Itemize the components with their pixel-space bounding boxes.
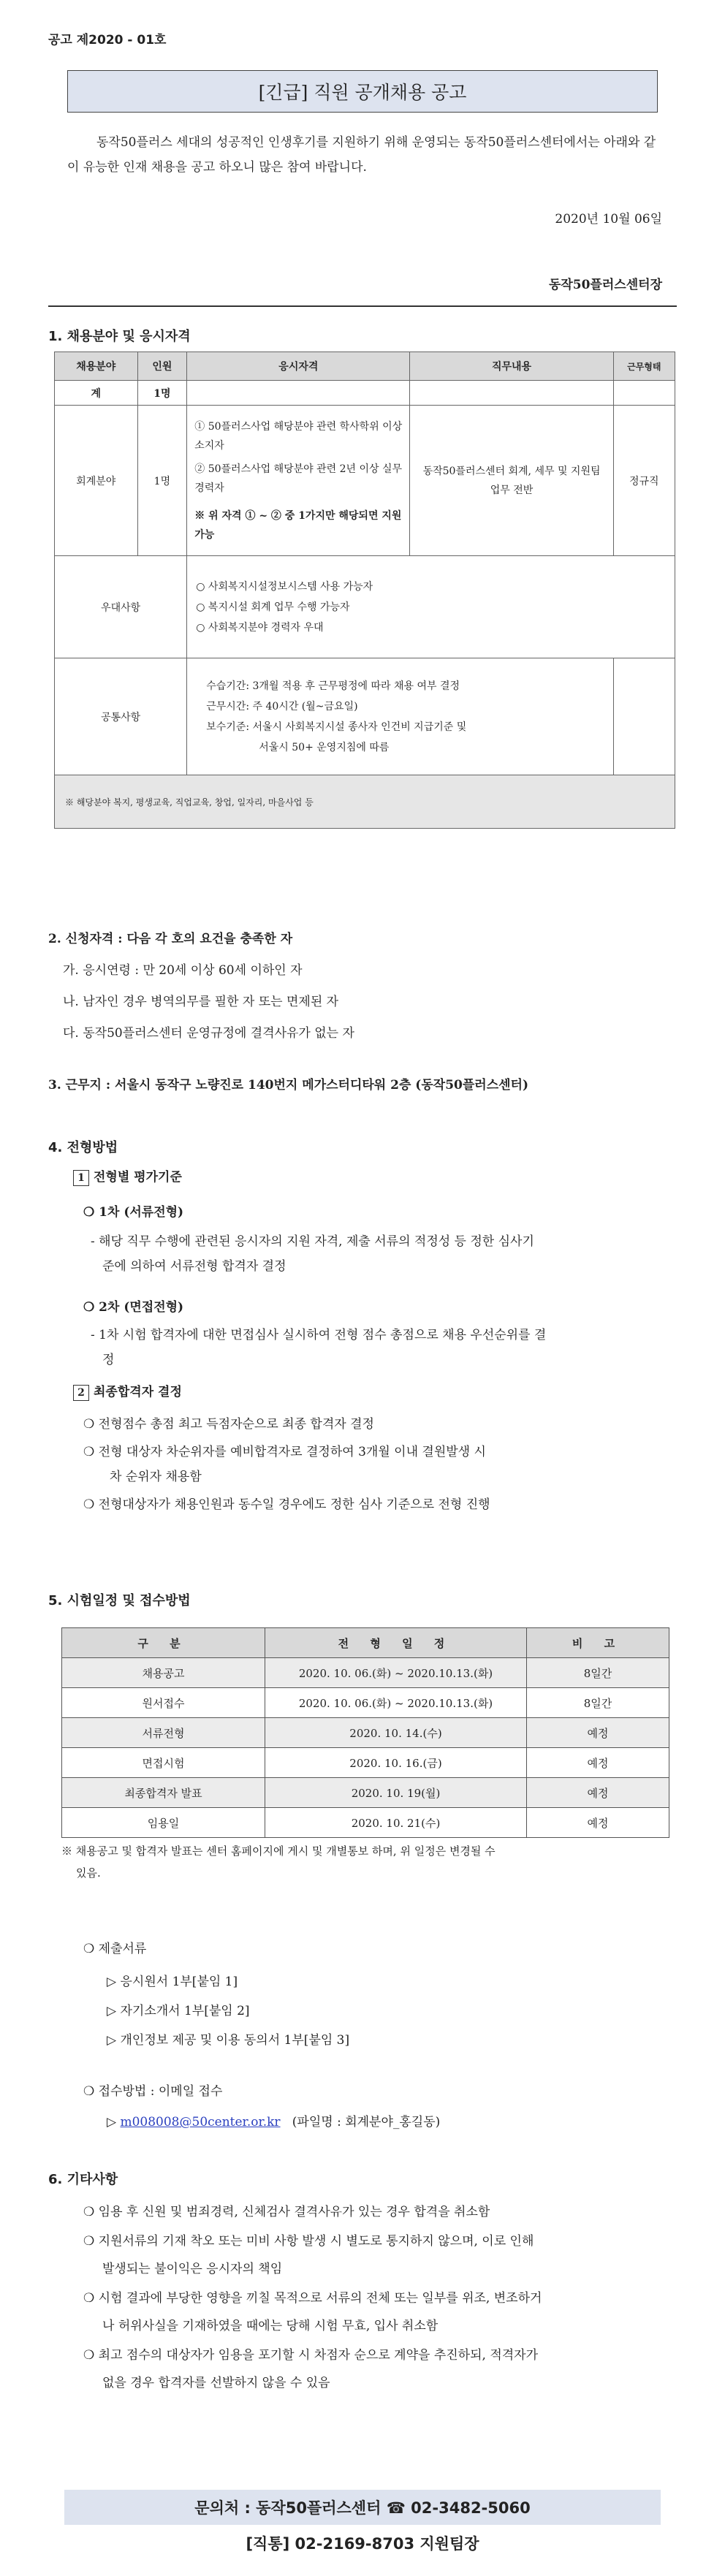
field-cell: 회계분야: [55, 406, 138, 556]
type-cell: 정규직: [613, 406, 675, 556]
requirement-b: 나. 남자인 경우 병역의무를 필한 자 또는 면제된 자: [63, 995, 339, 1009]
schedule-cell: 2020. 10. 16.(금): [265, 1748, 527, 1778]
qualification-1: ① 50플러스사업 해당분야 관련 학사학위 이상 소지자: [194, 420, 403, 452]
stage-cell: 원서접수: [62, 1688, 265, 1718]
number-box-2: 2: [73, 1385, 89, 1401]
remark-cell: 8일간: [527, 1658, 669, 1688]
apply-bullet: ▷: [107, 2115, 117, 2129]
col-header: 비 고: [527, 1628, 669, 1658]
common-cell: [187, 658, 613, 775]
subsection-4-1-label: 전형별 평가기준: [94, 1170, 182, 1185]
requirement-a: 가. 응시연령 : 만 20세 이상 60세 이하인 자: [63, 963, 303, 978]
schedule-cell: 2020. 10. 21(수): [265, 1808, 527, 1838]
section-1-heading: 1. 채용분야 및 응시자격: [48, 329, 191, 344]
document-1: ▷ 응시원서 1부[붙임 1]: [107, 1975, 238, 1989]
qualification-2: ② 50플러스사업 해당분야 관련 2년 이상 실무경력자: [194, 463, 403, 494]
notice-title: [긴급] 직원 공개채용 공고: [67, 70, 658, 113]
misc-a: ❍ 임용 후 신원 및 범죄경력, 신체검사 결격사유가 있는 경우 합격을 취소함: [83, 2205, 490, 2219]
remark-cell: 예정: [527, 1718, 669, 1748]
col-header: 직무내용: [410, 352, 613, 381]
section-6-heading: 6. 기타사항: [48, 2172, 118, 2187]
table-note: ※ 해당분야 복지, 평생교육, 직업교육, 창업, 일자리, 마을사업 등: [55, 775, 675, 829]
table-row: [62, 1658, 669, 1688]
common-4: 서울시 50+ 운영지침에 따름: [259, 741, 390, 753]
position-table: [54, 352, 675, 829]
remark-cell: 예정: [527, 1778, 669, 1808]
stage-cell: 면접시험: [62, 1748, 265, 1778]
stage-cell: 임용일: [62, 1808, 265, 1838]
requirement-c: 다. 동작50플러스센터 운영규정에 결격사유가 없는 자: [63, 1026, 354, 1041]
col-header: 응시자격: [187, 352, 410, 381]
schedule-table: [61, 1627, 669, 1838]
preference-label: 우대사항: [55, 556, 187, 658]
preference-cell: [187, 556, 675, 658]
final-line-b: ❍ 전형 대상자 차순위자를 예비합격자로 결정하여 3개월 이내 결원발생 시: [83, 1445, 486, 1459]
common-1: 수습기간: 3개월 적용 후 근무평정에 따라 채용 여부 결정: [206, 680, 460, 692]
contact-banner: 문의처 : 동작50플러스센터 ☎ 02-3482-5060: [64, 2490, 661, 2525]
section-4-heading: 4. 전형방법: [48, 1140, 118, 1155]
total-label: 계: [55, 381, 138, 406]
stage-1-line-1: - 해당 직무 수행에 관련된 응시자의 지원 자격, 제출 서류의 적정성 등 정한 심사기: [91, 1234, 534, 1249]
common-label: 공통사항: [55, 658, 187, 775]
notice-date: 2020년 10월 06일: [555, 212, 662, 227]
qualification-cell: [187, 406, 410, 556]
remark-cell: 8일간: [527, 1688, 669, 1718]
stage-1-heading: ❍ 1차 (서류전형): [83, 1205, 184, 1220]
apply-filename: (파일명 : 회계분야_홍길동): [292, 2115, 441, 2129]
divider: [48, 305, 677, 307]
schedule-cell: 2020. 10. 14.(수): [265, 1718, 527, 1748]
table-row: [62, 1748, 669, 1778]
final-line-b2: 차 순위자 채용함: [110, 1470, 202, 1484]
schedule-note-1: ※ 채용공고 및 합격자 발표는 센터 홈페이지에 게시 및 개별통보 하며, 위 일정은 변경될 수: [61, 1844, 496, 1858]
issuer: 동작50플러스센터장: [548, 278, 662, 292]
schedule-cell: 2020. 10. 06.(화) ~ 2020.10.13.(화): [265, 1688, 527, 1718]
misc-c2: 나 허위사실을 기재하였을 때에는 당해 시험 무효, 입사 취소함: [102, 2319, 439, 2333]
table-row: [62, 1808, 669, 1838]
apply-email-row: [107, 2111, 440, 2129]
section-3-heading: 3. 근무지 : 서울시 동작구 노량진로 140번지 메가스터디타워 2층 (동작50플러스센터): [48, 1078, 529, 1093]
remark-cell: 예정: [527, 1748, 669, 1778]
direct-contact: [직통] 02-2169-8703 지원팀장: [246, 2535, 479, 2553]
col-header: 채용분야: [55, 352, 138, 381]
subsection-4-2-label: 최종합격자 결정: [94, 1385, 182, 1399]
preference-1: ○ 사회복지시설정보시스템 사용 가능자: [196, 580, 373, 593]
preference-3: ○ 사회복지분야 경력자 우대: [196, 621, 324, 634]
stage-2-line-1: - 1차 시험 합격자에 대한 면접심사 실시하여 전형 점수 총점으로 채용 우선순위를 결: [91, 1328, 547, 1342]
final-line-a: ❍ 전형점수 총점 최고 득점자순으로 최종 합격자 결정: [83, 1417, 374, 1432]
misc-d2: 없을 경우 합격자를 선발하지 않을 수 있음: [102, 2376, 330, 2390]
count-cell: 1명: [137, 406, 187, 556]
stage-cell: 채용공고: [62, 1658, 265, 1688]
table-row: [62, 1778, 669, 1808]
col-header: 전 형 일 정: [265, 1628, 527, 1658]
document-number: 공고 제2020 - 01호: [48, 33, 167, 48]
duty-cell: 동작50플러스센터 회계, 세무 및 지원팀 업무 전반: [410, 406, 613, 556]
subsection-4-2: [73, 1381, 182, 1401]
schedule-cell: 2020. 10. 06.(화) ~ 2020.10.13.(화): [265, 1658, 527, 1688]
schedule-note-2: 있음.: [76, 1866, 101, 1880]
stage-cell: 최종합격자 발표: [62, 1778, 265, 1808]
final-line-c: ❍ 전형대상자가 채용인원과 동수일 경우에도 정한 심사 기준으로 전형 진행: [83, 1497, 490, 1512]
section-2-heading: 2. 신청자격 : 다음 각 호의 요건을 충족한 자: [48, 932, 293, 946]
document-2: ▷ 자기소개서 1부[붙임 2]: [107, 2004, 250, 2018]
table-row: [62, 1688, 669, 1718]
misc-c1: ❍ 시험 결과에 부당한 영향을 끼칠 목적으로 서류의 전체 또는 일부를 위조, 변조하거: [83, 2291, 542, 2306]
stage-2-heading: ❍ 2차 (면접전형): [83, 1300, 184, 1315]
misc-d1: ❍ 최고 점수의 대상자가 임용을 포기할 시 차점자 순으로 계약을 추진하되, 적격자가: [83, 2348, 539, 2363]
documents-heading: ❍ 제출서류: [83, 1942, 147, 1956]
stage-2-line-2: 정: [102, 1353, 115, 1367]
common-3: 보수기준: 서울시 사회복지시설 종사자 인건비 지급기준 및: [206, 721, 467, 733]
total-count: 1명: [137, 381, 187, 406]
section-5-heading: 5. 시험일정 및 접수방법: [48, 1593, 191, 1608]
stage-cell: 서류전형: [62, 1718, 265, 1748]
subsection-4-1: [73, 1166, 182, 1186]
misc-b1: ❍ 지원서류의 기재 착오 또는 미비 사항 발생 시 별도로 통지하지 않으며, 이로 인해: [83, 2234, 534, 2249]
document-3: ▷ 개인정보 제공 및 이용 동의서 1부[붙임 3]: [107, 2033, 350, 2048]
col-header: 인원: [137, 352, 187, 381]
stage-1-line-2: 준에 의하여 서류전형 합격자 결정: [102, 1259, 286, 1274]
misc-b2: 발생되는 불이익은 응시자의 책임: [102, 2262, 283, 2276]
col-header: 근무형태: [613, 352, 675, 381]
col-header: 구 분: [62, 1628, 265, 1658]
intro-paragraph: 동작50플러스 세대의 성공적인 인생후기를 지원하기 위해 운영되는 동작50플러스센터에서는 아래와 같이 유능한 인재 채용을 공고 하오니 많은 참여 바랍니다.: [67, 135, 656, 175]
table-row: [62, 1718, 669, 1748]
qualification-note: ※ 위 자격 ① ~ ② 중 1가지만 해당되면 지원가능: [194, 509, 402, 541]
apply-method-heading: ❍ 접수방법 : 이메일 접수: [83, 2084, 223, 2099]
schedule-cell: 2020. 10. 19(월): [265, 1778, 527, 1808]
preference-2: ○ 복지시설 회계 업무 수행 가능자: [196, 601, 350, 613]
remark-cell: 예정: [527, 1808, 669, 1838]
common-2: 근무시간: 주 40시간 (월~금요일): [206, 700, 358, 713]
number-box-1: 1: [73, 1170, 89, 1186]
apply-email-link[interactable]: m008008@50center.or.kr: [120, 2115, 281, 2129]
